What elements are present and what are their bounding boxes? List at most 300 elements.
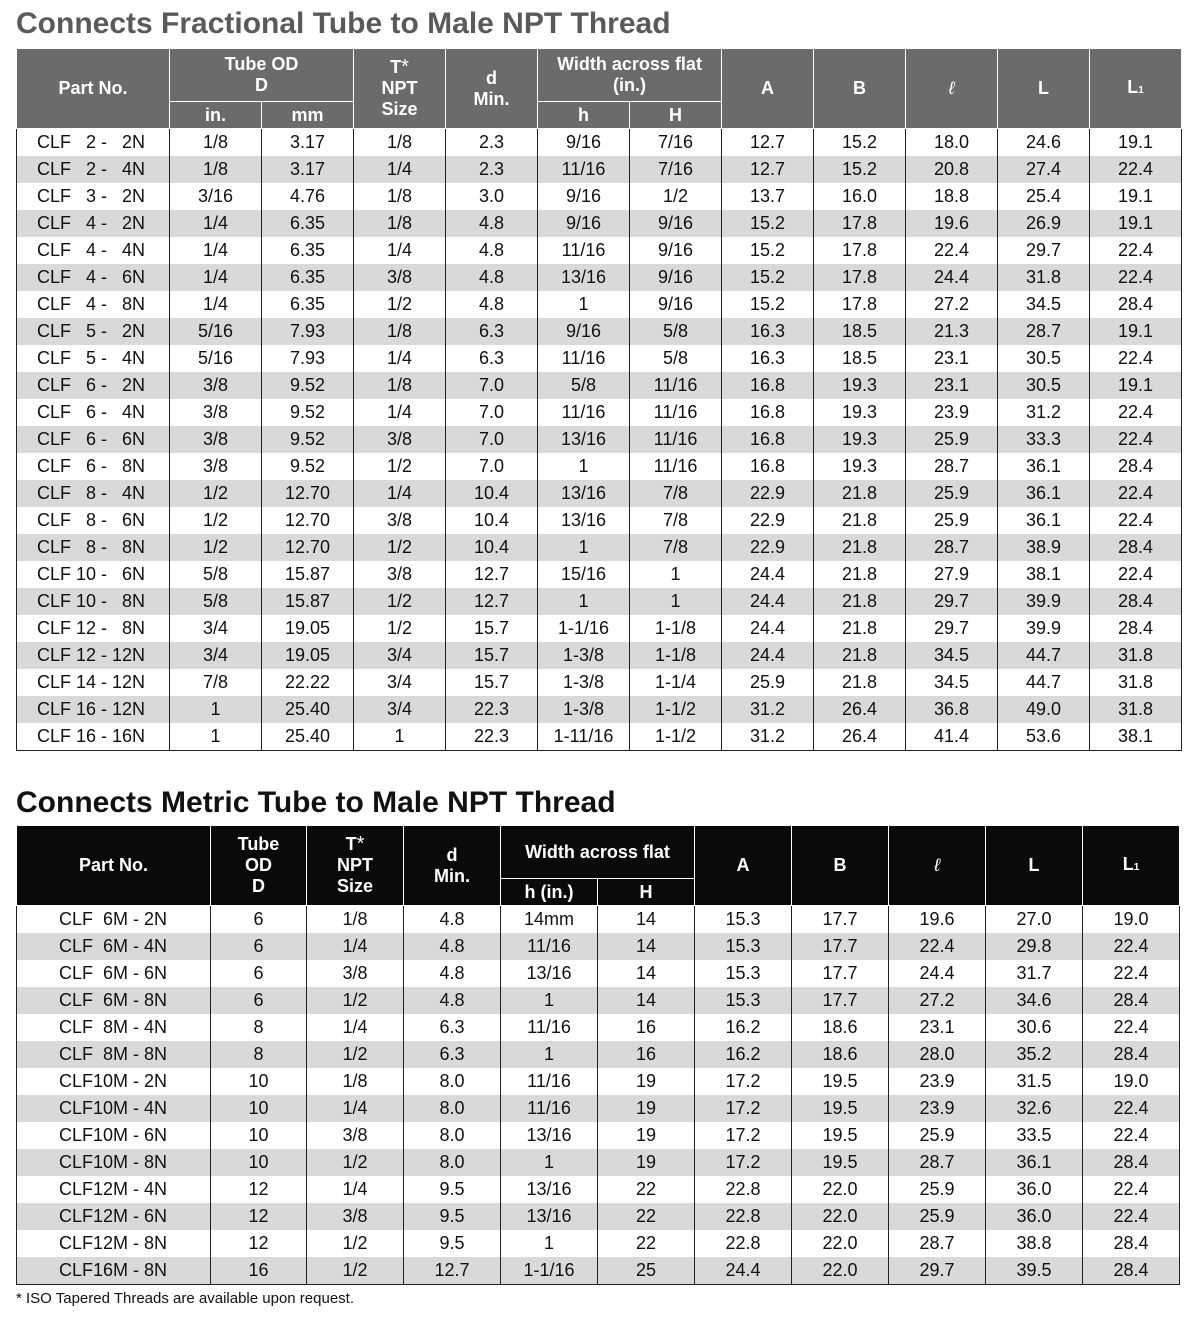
value-cell: 29.7 (906, 615, 998, 642)
part-number-cell: CLF16M - 8N (17, 1257, 211, 1285)
value-cell: 27.9 (906, 561, 998, 588)
value-cell: 10 (211, 1068, 307, 1095)
value-cell: 11/16 (538, 237, 630, 264)
value-cell: 18.5 (814, 345, 906, 372)
value-cell: 31.2 (722, 696, 814, 723)
value-cell: 1-11/16 (538, 723, 630, 751)
value-cell: 19.1 (1090, 210, 1182, 237)
table-row (17, 561, 1182, 588)
table-row (17, 615, 1182, 642)
value-cell: 28.7 (998, 318, 1090, 345)
table-row (17, 588, 1182, 615)
table-row (17, 345, 1182, 372)
value-cell: 22.4 (1083, 1203, 1180, 1230)
value-cell: 22.8 (695, 1176, 792, 1203)
value-cell: 7.0 (446, 426, 538, 453)
value-cell: 28.4 (1083, 1230, 1180, 1257)
value-cell: 12 (211, 1230, 307, 1257)
value-cell: 31.7 (986, 960, 1083, 987)
table-row (17, 237, 1182, 264)
value-cell: 13/16 (501, 1203, 598, 1230)
header-width-across-flat: Width across flat (501, 826, 695, 879)
value-cell: 19.3 (814, 399, 906, 426)
value-cell: 9/16 (538, 210, 630, 237)
value-cell: 22.22 (262, 669, 354, 696)
value-cell: 12.7 (446, 588, 538, 615)
value-cell: 22.3 (446, 723, 538, 751)
value-cell: 15.3 (695, 933, 792, 960)
value-cell: 6 (211, 933, 307, 960)
value-cell: 16 (211, 1257, 307, 1285)
value-cell: 28.4 (1083, 987, 1180, 1014)
value-cell: 6 (211, 960, 307, 987)
value-cell: 3.17 (262, 156, 354, 183)
value-cell: 22.4 (1090, 507, 1182, 534)
part-number-cell: CLF 6 - 4N (17, 399, 170, 426)
value-cell: 1 (501, 987, 598, 1014)
value-cell: 17.8 (814, 291, 906, 318)
value-cell: 26.4 (814, 696, 906, 723)
value-cell: 22.8 (695, 1230, 792, 1257)
table-row (17, 933, 1180, 960)
value-cell: 19 (598, 1095, 695, 1122)
value-cell: 4.8 (446, 237, 538, 264)
value-cell: 28.7 (889, 1149, 986, 1176)
part-number-cell: CLF 2 - 2N (17, 129, 170, 157)
value-cell: 38.9 (998, 534, 1090, 561)
value-cell: 5/8 (538, 372, 630, 399)
value-cell: 22.4 (1083, 1176, 1180, 1203)
value-cell: 1 (170, 696, 262, 723)
value-cell: 31.8 (998, 264, 1090, 291)
table-row (17, 723, 1182, 751)
value-cell: 24.4 (722, 615, 814, 642)
value-cell: 3/8 (354, 561, 446, 588)
part-number-cell: CLF 16 - 12N (17, 696, 170, 723)
table-row (17, 1176, 1180, 1203)
value-cell: 19.3 (814, 372, 906, 399)
value-cell: 27.4 (998, 156, 1090, 183)
value-cell: 1/8 (354, 183, 446, 210)
value-cell: 7.93 (262, 345, 354, 372)
value-cell: 11/16 (630, 426, 722, 453)
value-cell: 1/2 (170, 480, 262, 507)
value-cell: 16.2 (695, 1014, 792, 1041)
value-cell: 5/16 (170, 345, 262, 372)
header-b: B (814, 49, 906, 129)
header-d-min: d Min. (404, 826, 501, 906)
value-cell: 5/8 (170, 561, 262, 588)
value-cell: 16.8 (722, 453, 814, 480)
value-cell: 22.3 (446, 696, 538, 723)
value-cell: 4.76 (262, 183, 354, 210)
value-cell: 9/16 (630, 264, 722, 291)
value-cell: 19.1 (1090, 318, 1182, 345)
value-cell: 27.0 (986, 906, 1083, 934)
value-cell: 19.0 (1083, 906, 1180, 934)
value-cell: 5/8 (630, 345, 722, 372)
value-cell: 23.9 (889, 1095, 986, 1122)
value-cell: 1 (354, 723, 446, 751)
value-cell: 27.2 (906, 291, 998, 318)
value-cell: 15.2 (722, 237, 814, 264)
part-number-cell: CLF 6 - 2N (17, 372, 170, 399)
value-cell: 22.4 (1090, 156, 1182, 183)
value-cell: 9.5 (404, 1230, 501, 1257)
value-cell: 36.1 (998, 480, 1090, 507)
value-cell: 14 (598, 906, 695, 934)
value-cell: 11/16 (501, 1014, 598, 1041)
value-cell: 1-1/16 (538, 615, 630, 642)
table-row (17, 960, 1180, 987)
part-number-cell: CLF 12 - 12N (17, 642, 170, 669)
value-cell: 13/16 (501, 1122, 598, 1149)
value-cell: 34.5 (906, 642, 998, 669)
value-cell: 7/8 (630, 480, 722, 507)
part-number-cell: CLF 12 - 8N (17, 615, 170, 642)
value-cell: 7/8 (170, 669, 262, 696)
value-cell: 1/8 (170, 156, 262, 183)
value-cell: 39.9 (998, 615, 1090, 642)
value-cell: 18.0 (906, 129, 998, 157)
value-cell: 22.4 (1083, 1095, 1180, 1122)
value-cell: 22.4 (1090, 426, 1182, 453)
value-cell: 19.1 (1090, 183, 1182, 210)
value-cell: 35.2 (986, 1041, 1083, 1068)
value-cell: 3/8 (170, 372, 262, 399)
value-cell: 22.9 (722, 507, 814, 534)
value-cell: 16.8 (722, 399, 814, 426)
table-row (17, 669, 1182, 696)
table-row (17, 1014, 1180, 1041)
value-cell: 9/16 (538, 183, 630, 210)
value-cell: 22.4 (1083, 960, 1180, 987)
value-cell: 8.0 (404, 1095, 501, 1122)
value-cell: 38.1 (1090, 723, 1182, 751)
value-cell: 28.7 (906, 453, 998, 480)
value-cell: 15.2 (722, 210, 814, 237)
table-row (17, 1068, 1180, 1095)
value-cell: 6.3 (446, 318, 538, 345)
value-cell: 15/16 (538, 561, 630, 588)
value-cell: 25.40 (262, 723, 354, 751)
value-cell: 21.8 (814, 480, 906, 507)
table-row (17, 1230, 1180, 1257)
fractional-table-body (17, 129, 1182, 751)
value-cell: 21.8 (814, 669, 906, 696)
value-cell: 1 (630, 588, 722, 615)
value-cell: 49.0 (998, 696, 1090, 723)
value-cell: 8 (211, 1041, 307, 1068)
table-row (17, 264, 1182, 291)
value-cell: 4.8 (446, 291, 538, 318)
value-cell: 19 (598, 1149, 695, 1176)
value-cell: 9.52 (262, 399, 354, 426)
value-cell: 1/4 (354, 345, 446, 372)
value-cell: 34.6 (986, 987, 1083, 1014)
value-cell: 36.8 (906, 696, 998, 723)
value-cell: 41.4 (906, 723, 998, 751)
value-cell: 15.7 (446, 669, 538, 696)
value-cell: 25.9 (889, 1203, 986, 1230)
value-cell: 30.5 (998, 372, 1090, 399)
value-cell: 13/16 (501, 1176, 598, 1203)
value-cell: 1/8 (307, 1068, 404, 1095)
value-cell: 15.7 (446, 642, 538, 669)
value-cell: 1/4 (354, 156, 446, 183)
value-cell: 3.17 (262, 129, 354, 157)
header-h-in: h (in.) (501, 879, 598, 906)
value-cell: 15.87 (262, 588, 354, 615)
value-cell: 16.3 (722, 345, 814, 372)
value-cell: 24.6 (998, 129, 1090, 157)
value-cell: 1 (538, 588, 630, 615)
value-cell: 18.8 (906, 183, 998, 210)
value-cell: 8 (211, 1014, 307, 1041)
fractional-spec-table (16, 48, 1182, 751)
part-number-cell: CLF 8 - 6N (17, 507, 170, 534)
part-number-cell: CLF 3 - 2N (17, 183, 170, 210)
value-cell: 12.7 (446, 561, 538, 588)
table-row (17, 291, 1182, 318)
part-number-cell: CLF10M - 4N (17, 1095, 211, 1122)
value-cell: 36.1 (998, 507, 1090, 534)
value-cell: 19.3 (814, 453, 906, 480)
header-part-no: Part No. (17, 826, 211, 906)
value-cell: 1/2 (630, 183, 722, 210)
value-cell: 15.3 (695, 960, 792, 987)
value-cell: 19.3 (814, 426, 906, 453)
value-cell: 22 (598, 1176, 695, 1203)
value-cell: 3/8 (354, 264, 446, 291)
header-b: B (792, 826, 889, 906)
value-cell: 23.1 (889, 1014, 986, 1041)
value-cell: 1 (630, 561, 722, 588)
value-cell: 17.8 (814, 210, 906, 237)
value-cell: 11/16 (538, 156, 630, 183)
value-cell: 21.8 (814, 588, 906, 615)
value-cell: 22.9 (722, 480, 814, 507)
value-cell: 13/16 (538, 426, 630, 453)
metric-table-title: Connects Metric Tube to Male NPT Thread (16, 786, 616, 819)
value-cell: 12.70 (262, 507, 354, 534)
value-cell: 19.1 (1090, 372, 1182, 399)
value-cell: 7/16 (630, 129, 722, 157)
value-cell: 19.5 (792, 1068, 889, 1095)
value-cell: 3.0 (446, 183, 538, 210)
value-cell: 17.8 (814, 237, 906, 264)
value-cell: 28.4 (1090, 534, 1182, 561)
value-cell: 7/8 (630, 507, 722, 534)
value-cell: 44.7 (998, 669, 1090, 696)
value-cell: 31.5 (986, 1068, 1083, 1095)
value-cell: 25.9 (722, 669, 814, 696)
value-cell: 7.0 (446, 453, 538, 480)
part-number-cell: CLF12M - 4N (17, 1176, 211, 1203)
value-cell: 21.8 (814, 615, 906, 642)
value-cell: 33.3 (998, 426, 1090, 453)
table-row (17, 987, 1180, 1014)
table-row (17, 156, 1182, 183)
value-cell: 11/16 (501, 1095, 598, 1122)
value-cell: 1/4 (354, 237, 446, 264)
header-tube-od: Tube OD D (170, 49, 354, 102)
value-cell: 28.4 (1090, 453, 1182, 480)
value-cell: 39.9 (998, 588, 1090, 615)
value-cell: 1-3/8 (538, 642, 630, 669)
value-cell: 28.7 (906, 534, 998, 561)
header-tube-od: Tube OD D (211, 826, 307, 906)
value-cell: 20.8 (906, 156, 998, 183)
value-cell: 28.0 (889, 1041, 986, 1068)
value-cell: 1/2 (170, 507, 262, 534)
value-cell: 10 (211, 1122, 307, 1149)
part-number-cell: CLF 4 - 4N (17, 237, 170, 264)
header-h-large: H (630, 102, 722, 129)
value-cell: 14 (598, 933, 695, 960)
value-cell: 26.9 (998, 210, 1090, 237)
value-cell: 19.05 (262, 615, 354, 642)
part-number-cell: CLF 5 - 4N (17, 345, 170, 372)
value-cell: 11/16 (538, 399, 630, 426)
value-cell: 19 (598, 1122, 695, 1149)
value-cell: 25.40 (262, 696, 354, 723)
value-cell: 1/4 (307, 1176, 404, 1203)
table-row (17, 1203, 1180, 1230)
value-cell: 1/8 (354, 129, 446, 157)
value-cell: 22.4 (1083, 1122, 1180, 1149)
value-cell: 34.5 (998, 291, 1090, 318)
value-cell: 22 (598, 1203, 695, 1230)
value-cell: 21.3 (906, 318, 998, 345)
part-number-cell: CLF12M - 8N (17, 1230, 211, 1257)
value-cell: 1 (538, 453, 630, 480)
value-cell: 7/8 (630, 534, 722, 561)
header-part-no: Part No. (17, 49, 170, 129)
header-in: in. (170, 102, 262, 129)
value-cell: 36.0 (986, 1176, 1083, 1203)
value-cell: 15.2 (814, 129, 906, 157)
part-number-cell: CLF 10 - 8N (17, 588, 170, 615)
value-cell: 3/8 (354, 426, 446, 453)
part-number-cell: CLF10M - 2N (17, 1068, 211, 1095)
value-cell: 38.1 (998, 561, 1090, 588)
value-cell: 6 (211, 906, 307, 934)
value-cell: 12.7 (404, 1257, 501, 1285)
value-cell: 53.6 (998, 723, 1090, 751)
table-row (17, 696, 1182, 723)
value-cell: 16.0 (814, 183, 906, 210)
value-cell: 8.0 (404, 1149, 501, 1176)
header-h-small: h (538, 102, 630, 129)
table-row (17, 480, 1182, 507)
value-cell: 31.8 (1090, 669, 1182, 696)
value-cell: 18.6 (792, 1041, 889, 1068)
value-cell: 6.35 (262, 291, 354, 318)
value-cell: 10.4 (446, 480, 538, 507)
header-mm: mm (262, 102, 354, 129)
value-cell: 19.5 (792, 1122, 889, 1149)
value-cell: 3/4 (354, 642, 446, 669)
value-cell: 6.35 (262, 210, 354, 237)
table-row (17, 399, 1182, 426)
value-cell: 9.52 (262, 372, 354, 399)
value-cell: 21.8 (814, 642, 906, 669)
value-cell: 18.5 (814, 318, 906, 345)
value-cell: 9.52 (262, 453, 354, 480)
value-cell: 34.5 (906, 669, 998, 696)
value-cell: 19.1 (1090, 129, 1182, 157)
header-l: L (998, 49, 1090, 129)
value-cell: 7.93 (262, 318, 354, 345)
value-cell: 9/16 (630, 291, 722, 318)
value-cell: 17.2 (695, 1149, 792, 1176)
value-cell: 1/2 (307, 1257, 404, 1285)
metric-table-body (17, 906, 1180, 1285)
value-cell: 22.0 (792, 1257, 889, 1285)
value-cell: 1 (538, 534, 630, 561)
value-cell: 6.35 (262, 264, 354, 291)
value-cell: 1 (501, 1149, 598, 1176)
value-cell: 4.8 (446, 210, 538, 237)
value-cell: 29.7 (998, 237, 1090, 264)
value-cell: 14 (598, 960, 695, 987)
table-row (17, 1122, 1180, 1149)
value-cell: 4.8 (404, 987, 501, 1014)
value-cell: 1/4 (354, 399, 446, 426)
header-d-min: d Min. (446, 49, 538, 129)
part-number-cell: CLF 6 - 6N (17, 426, 170, 453)
value-cell: 9.5 (404, 1176, 501, 1203)
value-cell: 19.5 (792, 1095, 889, 1122)
table-row (17, 1041, 1180, 1068)
value-cell: 17.7 (792, 933, 889, 960)
value-cell: 7.0 (446, 372, 538, 399)
value-cell: 5/8 (630, 318, 722, 345)
value-cell: 1-1/8 (630, 615, 722, 642)
value-cell: 16.3 (722, 318, 814, 345)
value-cell: 1/4 (170, 210, 262, 237)
value-cell: 22.4 (1090, 480, 1182, 507)
value-cell: 28.4 (1090, 291, 1182, 318)
value-cell: 3/8 (170, 399, 262, 426)
value-cell: 1 (538, 291, 630, 318)
header-width-across-flat: Width across flat (in.) (538, 49, 722, 102)
value-cell: 15.2 (814, 156, 906, 183)
table-row (17, 426, 1182, 453)
value-cell: 1-1/2 (630, 723, 722, 751)
value-cell: 10 (211, 1149, 307, 1176)
value-cell: 14mm (501, 906, 598, 934)
value-cell: 4.8 (404, 960, 501, 987)
value-cell: 22.0 (792, 1203, 889, 1230)
value-cell: 1/4 (170, 291, 262, 318)
part-number-cell: CLF 8 - 4N (17, 480, 170, 507)
value-cell: 17.7 (792, 987, 889, 1014)
value-cell: 14 (598, 987, 695, 1014)
value-cell: 24.4 (695, 1257, 792, 1285)
value-cell: 3/4 (354, 696, 446, 723)
value-cell: 22.4 (906, 237, 998, 264)
value-cell: 13/16 (538, 507, 630, 534)
value-cell: 7.0 (446, 399, 538, 426)
table-row (17, 210, 1182, 237)
value-cell: 12.70 (262, 480, 354, 507)
value-cell: 1/2 (170, 534, 262, 561)
value-cell: 22.0 (792, 1230, 889, 1257)
value-cell: 9/16 (538, 129, 630, 157)
value-cell: 4.8 (404, 933, 501, 960)
